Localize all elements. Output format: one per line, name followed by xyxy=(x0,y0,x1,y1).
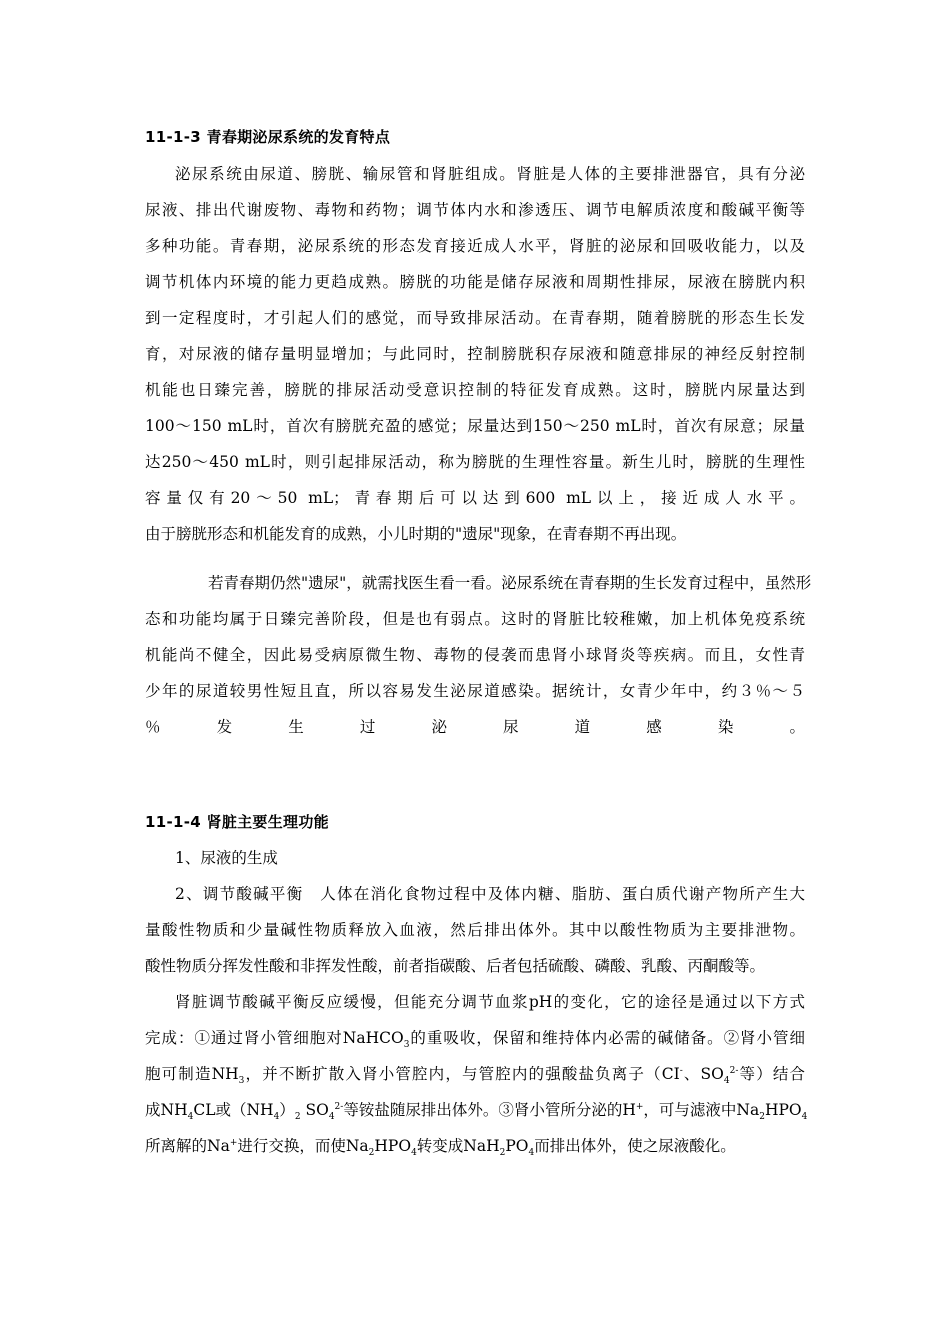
list-item: 2、调节酸碱平衡 人体在消化食物过程中及体内糖、脂肪、蛋白质代谢产物所产生大 xyxy=(175,885,805,903)
paragraph-line: 所离解的Na+进行交换，而使$Na_2HPO_4$转变成$NaH_2PO_4$而排出体外，使之尿液酸化。 xyxy=(145,1137,736,1159)
paragraph-line: 调节机体内环境的能力更趋成熟。膀胱的功能是储存尿液和周期性排尿，尿液在膀胱内积 xyxy=(145,273,805,291)
paragraph-line: 酸性物质分挥发性酸和非挥发性酸，前者指碳酸、后者包括硫酸、磷酸、乳酸、丙酮酸等。 xyxy=(145,957,766,975)
paragraph-line: 育，对尿液的储存量明显增加；与此同时，控制膀胱积存尿液和随意排尿的神经反射控制 xyxy=(145,345,805,363)
paragraph-line: 由于膀胱形态和机能发育的成熟，小儿时期的"遗尿"现象，在青春期不再出现。 xyxy=(145,525,687,543)
paragraph-line: ％发生过泌尿道感染。 xyxy=(145,718,805,736)
paragraph-line: 量酸性物质和少量碱性物质释放入血液，然后排出体外。其中以酸性物质为主要排泄物。 xyxy=(145,921,805,939)
paragraph-line: 机能也日臻完善，膀胱的排尿活动受意识控制的特征发育成熟。这时，膀胱内尿量达到 xyxy=(145,381,805,399)
paragraph-line: 机能尚不健全，因此易受病原微生物、毒物的侵袭而患肾小球肾炎等疾病。而且，女性青 xyxy=(145,646,805,664)
paragraph-line: 容量仅有20～50 mL；青春期后可以达到600 mL以上，接近成人水平。 xyxy=(145,489,805,507)
list-item: 1、尿液的生成 xyxy=(175,849,278,867)
paragraph-line: 若青春期仍然"遗尿"，就需找医生看一看。泌尿系统在青春期的生长发育过程中，虽然形 xyxy=(208,574,812,592)
paragraph-line: 胞可制造$NH_3$，并不断扩散入肾小管腔内，与管腔内的强酸盐负离子（CI-、$SO_4^{2-}$等）结合 xyxy=(145,1065,805,1087)
paragraph-line: 泌尿系统由尿道、膀胱、输尿管和肾脏组成。肾脏是人体的主要排泄器官，具有分泌 xyxy=(175,165,805,183)
paragraph-line: 多种功能。青春期，泌尿系统的形态发育接近成人水平，肾脏的泌尿和回吸收能力，以及 xyxy=(145,237,805,255)
section-heading: 11-1-4 肾脏主要生理功能 xyxy=(145,813,329,831)
section-heading: 11-1-3 青春期泌尿系统的发育特点 xyxy=(145,128,391,146)
paragraph-line: 尿液、排出代谢废物、毒物和药物；调节体内水和渗透压、调节电解质浓度和酸碱平衡等 xyxy=(145,201,805,219)
paragraph-line: 肾脏调节酸碱平衡反应缓慢，但能充分调节血浆pH的变化，它的途径是通过以下方式 xyxy=(175,993,805,1011)
paragraph-line: 完成：①通过肾小管细胞对NaHCO$_3$的重吸收，保留和维持体内必需的碱储备。②肾小管细 xyxy=(145,1029,805,1051)
paragraph-line: 达250～450 mL时，则引起排尿活动，称为膀胱的生理性容量。新生儿时，膀胱的生理性 xyxy=(145,453,805,471)
paragraph-line: 少年的尿道较男性短且直，所以容易发生泌尿道感染。据统计，女青少年中，约３％～５ xyxy=(145,682,805,700)
paragraph-line: 100～150 mL时，首次有膀胱充盈的感觉；尿量达到150～250 mL时，首次有尿意；尿量 xyxy=(145,417,805,435)
paragraph-line: 态和功能均属于日臻完善阶段，但是也有弱点。这时的肾脏比较稚嫩，加上机体免疫系统 xyxy=(145,610,805,628)
paragraph-line: 到一定程度时，才引起人们的感觉，而导致排尿活动。在青春期，随着膀胱的形态生长发 xyxy=(145,309,805,327)
paragraph-line: 成$NH_4CL$或$(NH_4)_2$ $SO_4^{2-}$等铵盐随尿排出体外。③肾小管所分泌的H+，可与滤液中$Na_2HPO_4$ xyxy=(145,1101,808,1123)
